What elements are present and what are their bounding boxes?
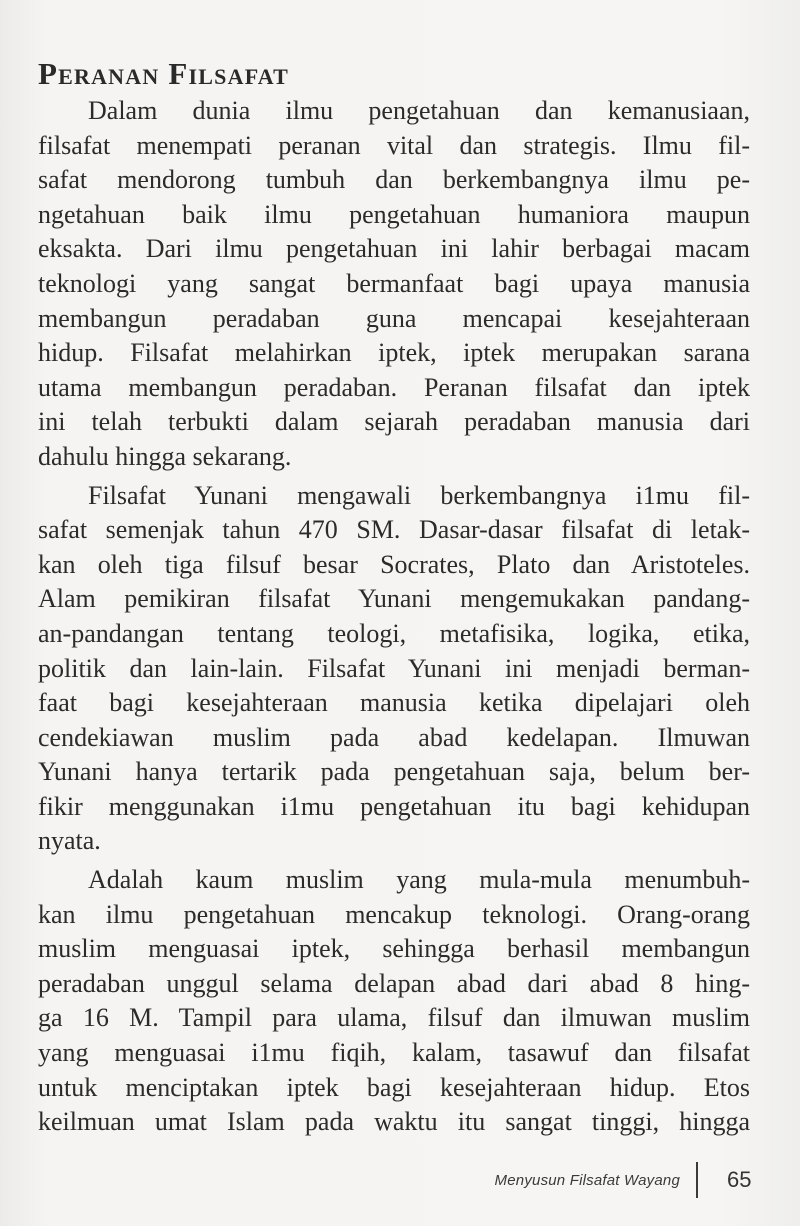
paragraph-1 [38,94,750,475]
paragraph-line: politik dan lain-lain. Filsafat Yunani ini menjadi berman- [38,653,750,683]
paragraph-line: hidup. Filsafat melahirkan iptek, iptek merupakan sarana [38,338,750,368]
paragraph-line: untuk menciptakan iptek bagi kesejahteraan hidup. Etos [38,1072,750,1102]
paragraph-line: Alam pemikiran filsafat Yunani mengemukakan pandang- [38,584,750,614]
paragraph-3 [38,863,750,1140]
paragraph-line: teknologi yang sangat bermanfaat bagi upaya manusia [38,268,750,298]
paragraph-line: an-pandangan tentang teologi, metafisika, logika, etika, [38,618,750,648]
paragraph-line: filsafat menempati peranan vital dan strategis. Ilmu fil- [38,130,750,160]
paragraph-line: Filsafat Yunani mengawali berkembangnya i1mu fil- [88,480,750,510]
paragraph-line: Yunani hanya tertarik pada pengetahuan saja, belum ber- [38,757,750,787]
paragraph-line: ngetahuan baik ilmu pengetahuan humaniora maupun [38,199,750,229]
paragraph-line: keilmuan umat Islam pada waktu itu sangat tinggi, hingga [38,1107,750,1137]
paragraph-line: Dalam dunia ilmu pengetahuan dan kemanusiaan, [88,96,750,125]
page-content [38,56,750,1140]
paragraph-line: kan ilmu pengetahuan mencakup teknologi. Orang-orang [38,899,750,929]
paragraph-line: ini telah terbukti dalam sejarah peradaban manusia dari [38,407,750,437]
paragraph-line: membangun peradaban guna mencapai kesejahteraan [38,303,750,333]
paragraph-line: eksakta. Dari ilmu pengetahuan ini lahir berbagai macam [38,234,750,264]
paragraph-line: muslim menguasai iptek, sehingga berhasil membangun [38,934,750,964]
paragraph-line: utama membangun peradaban. Peranan filsafat dan iptek [38,372,750,402]
paragraph-line: kan oleh tiga filsuf besar Socrates, Plato dan Aristoteles. [38,549,750,579]
paragraph-line: cendekiawan muslim pada abad kedelapan. Ilmuwan [38,722,750,752]
page-footer [0,1160,800,1200]
paragraph-line: peradaban unggul selama delapan abad dari abad 8 hing- [38,968,750,998]
paragraph-line: faat bagi kesejahteraan manusia ketika dipelajari oleh [38,688,750,718]
paragraph-line: fikir menggunakan i1mu pengetahuan itu bagi kehidupan [38,791,750,821]
paragraph-line: nyata. [38,826,101,856]
paragraph-line: ga 16 M. Tampil para ulama, filsuf dan ilmuwan muslim [38,1003,750,1033]
paragraph-line: yang menguasai i1mu fiqih, kalam, tasawuf dan filsafat [38,1038,750,1068]
footer-divider [696,1162,698,1198]
paragraph-line: safat semenjak tahun 470 SM. Dasar-dasar filsafat di letak- [38,515,750,545]
section-heading: Peranan Filsafat [38,56,290,91]
running-footer-title: Menyusun Filsafat Wayang [494,1172,680,1189]
paragraph-2 [38,479,750,860]
paragraph-line: safat mendorong tumbuh dan berkembangnya ilmu pe- [38,165,750,195]
page-number: 65 [727,1167,752,1192]
paragraph-line: dahulu hingga sekarang. [38,441,292,471]
paragraph-line: Adalah kaum muslim yang mula-mula menumbuh- [88,865,750,895]
